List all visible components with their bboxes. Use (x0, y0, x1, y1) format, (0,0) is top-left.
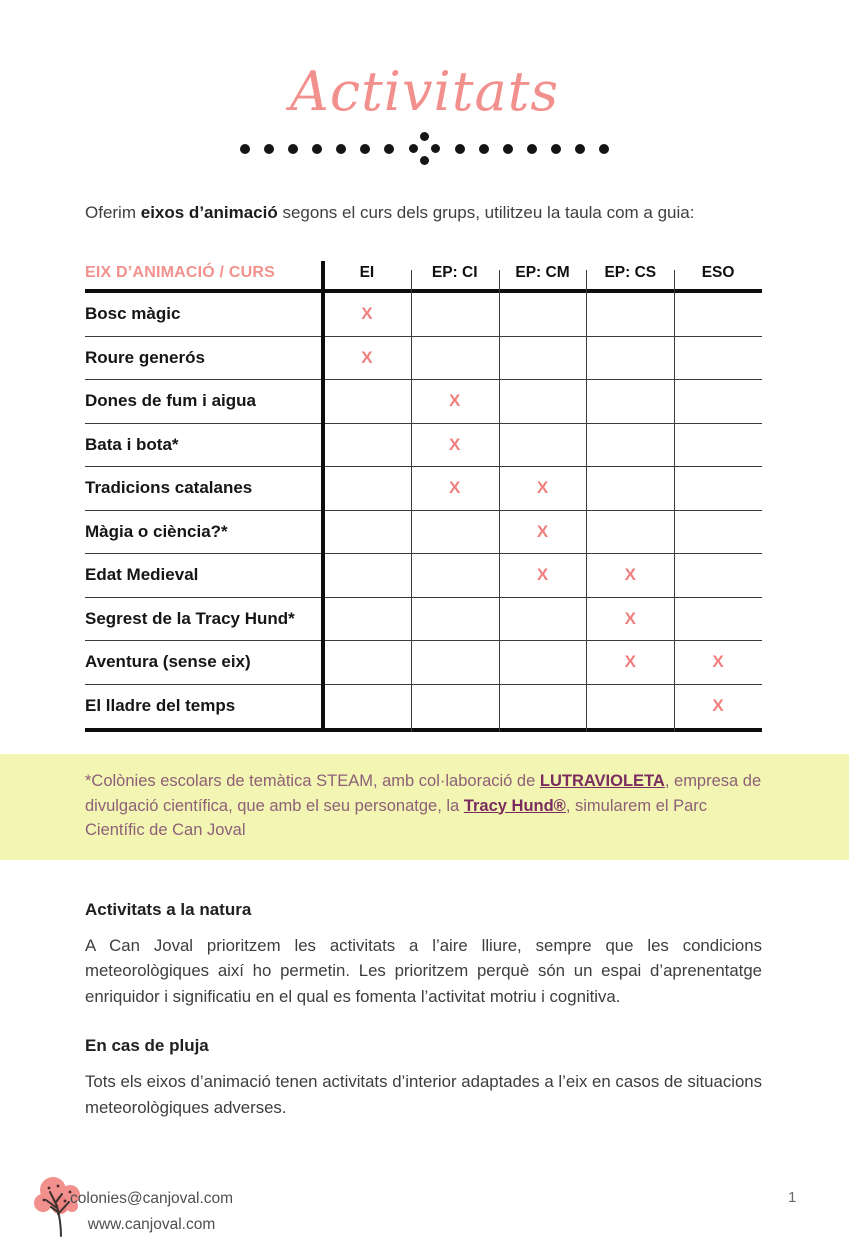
table-cell-empty (323, 380, 411, 424)
table-cell-empty (674, 467, 762, 511)
table-cell-empty (411, 554, 499, 598)
table-row-label: Aventura (sense eix) (85, 641, 323, 685)
table-cell-empty (411, 511, 499, 555)
intro-text (85, 201, 764, 225)
table-cell-empty (586, 293, 674, 337)
table-thick-divider (321, 261, 325, 732)
table-cell-empty (499, 293, 587, 337)
table-cell-empty (323, 554, 411, 598)
table-header-col-ep-ci: EP: CI (431, 263, 478, 281)
activities-table (85, 256, 762, 732)
steam-note (0, 754, 849, 860)
table-column-rule (499, 270, 500, 732)
table-row-label: Màgia o ciència?* (85, 511, 323, 555)
table-cell-x-mark: X (499, 554, 587, 598)
table-cell-empty (499, 424, 587, 468)
section-natura (85, 900, 762, 1010)
section-heading: En cas de pluja (85, 1036, 209, 1055)
table-cell-empty (586, 685, 674, 729)
table-cell-empty (499, 641, 587, 685)
table-cell-empty (674, 598, 762, 642)
footer-contact (70, 1186, 233, 1238)
table-header-col-eso: ESO (701, 263, 735, 281)
table-row-label: Bosc màgic (85, 293, 323, 337)
body-sections (85, 900, 762, 1121)
table-row-label: Edat Medieval (85, 554, 323, 598)
table-cell-empty (674, 511, 762, 555)
table-row-label: Segrest de la Tracy Hund* (85, 598, 323, 642)
table-row-label: Dones de fum i aigua (85, 380, 323, 424)
table-header-col-ei: EI (359, 263, 375, 281)
table-cell-empty (411, 685, 499, 729)
table-cell-x-mark: X (411, 467, 499, 511)
table-cell-x-mark: X (323, 293, 411, 337)
footer-email: colonies@canjoval.com (70, 1190, 234, 1207)
table-cell-x-mark: X (712, 696, 724, 716)
table-row-label: Bata i bota* (85, 424, 323, 468)
table-cell-empty (586, 511, 674, 555)
table-cell-empty (411, 641, 499, 685)
table-row-label: Tradicions catalanes (85, 467, 323, 511)
table-cell-x-mark: X (674, 641, 762, 685)
table-cell-empty (674, 424, 762, 468)
table-body (85, 293, 762, 732)
table-header-label: EIX D’ANIMACIÓ / CURS (85, 263, 275, 281)
table-cell-x-mark: X (499, 511, 587, 555)
dots-divider (0, 132, 849, 165)
table-cell-empty (674, 293, 762, 337)
table-cell-empty (674, 337, 762, 381)
table-cell-empty (674, 554, 762, 598)
table-cell-x-mark: X (323, 337, 411, 381)
table-header-row (85, 256, 762, 293)
dots-right (455, 144, 609, 154)
section-paragraph: Tots els eixos d’animació tenen activitats d’interior adaptades a l’eix en casos de situacions meteorològiques adverses. (85, 1072, 762, 1117)
table-column-rule (411, 270, 412, 732)
intro-prefix: Oferim (85, 203, 141, 222)
table-cell-x-mark: X (586, 641, 674, 685)
table-cell-x-mark: X (411, 380, 499, 424)
table-row-label: El lladre del temps (85, 696, 236, 716)
table-header-col-ep-cm: EP: CM (515, 263, 570, 281)
table-cell-x-mark: X (499, 467, 587, 511)
table-cell-x-mark: X (411, 424, 499, 468)
table-cell-empty (323, 424, 411, 468)
table-cell-empty (323, 685, 411, 729)
page-number: 1 (788, 1189, 797, 1206)
note-text: *Colònies escolars de temàtica STEAM, amb col·laboració de (85, 772, 540, 790)
note-text: , simularem el Parc Científic de Can Joval (85, 796, 708, 839)
table-cell-x-mark: X (586, 598, 674, 642)
section-pluja (85, 1036, 762, 1120)
lutravioleta-link[interactable]: LUTRAVIOLETA (539, 772, 665, 790)
tracy-hund-link[interactable]: Tracy Hund® (463, 796, 566, 815)
table-cell-empty (586, 424, 674, 468)
intro-bold: eixos d’animació (140, 203, 278, 222)
page-title: Activitats (289, 60, 560, 123)
table-cell-empty (411, 598, 499, 642)
diamond-dots-icon (409, 132, 440, 165)
table-cell-empty (586, 380, 674, 424)
table-column-rule (586, 270, 587, 732)
table-cell-empty (499, 685, 587, 729)
table-column-rule (674, 270, 675, 732)
note-text: , empresa de divulgació científica, que amb el seu personatge, la (85, 772, 762, 815)
table-header-col-ep-cs: EP: CS (604, 263, 657, 281)
table-row-label: Roure generós (85, 337, 323, 381)
table-cell-empty (323, 511, 411, 555)
intro-suffix: segons el curs dels grups, utilitzeu la taula com a guia: (277, 203, 695, 222)
section-heading: Activitats a la natura (85, 899, 252, 919)
table-cell-empty (499, 380, 587, 424)
table-cell-empty (323, 598, 411, 642)
table-cell-empty (411, 337, 499, 381)
table-cell-empty (499, 337, 587, 381)
dots-left (240, 144, 394, 154)
table-cell-empty (323, 467, 411, 511)
table-cell-empty (411, 293, 499, 337)
table-cell-empty (586, 337, 674, 381)
footer-website: www.canjoval.com (87, 1216, 216, 1233)
table-cell-empty (586, 467, 674, 511)
section-paragraph: A Can Joval prioritzem les activitats a l’aire lliure, sempre que les condicions meteorològiques així ho permetin. Les prioritzem perquè són un espai d’aprenentatge enriquidor i significatiu en el qual es fomenta l’activitat motriu i cognitiva. (85, 935, 762, 1006)
table-cell-empty (674, 380, 762, 424)
document-page (0, 60, 849, 1260)
table-cell-empty (499, 598, 587, 642)
table-cell-empty (323, 641, 411, 685)
table-cell-x-mark: X (586, 554, 674, 598)
